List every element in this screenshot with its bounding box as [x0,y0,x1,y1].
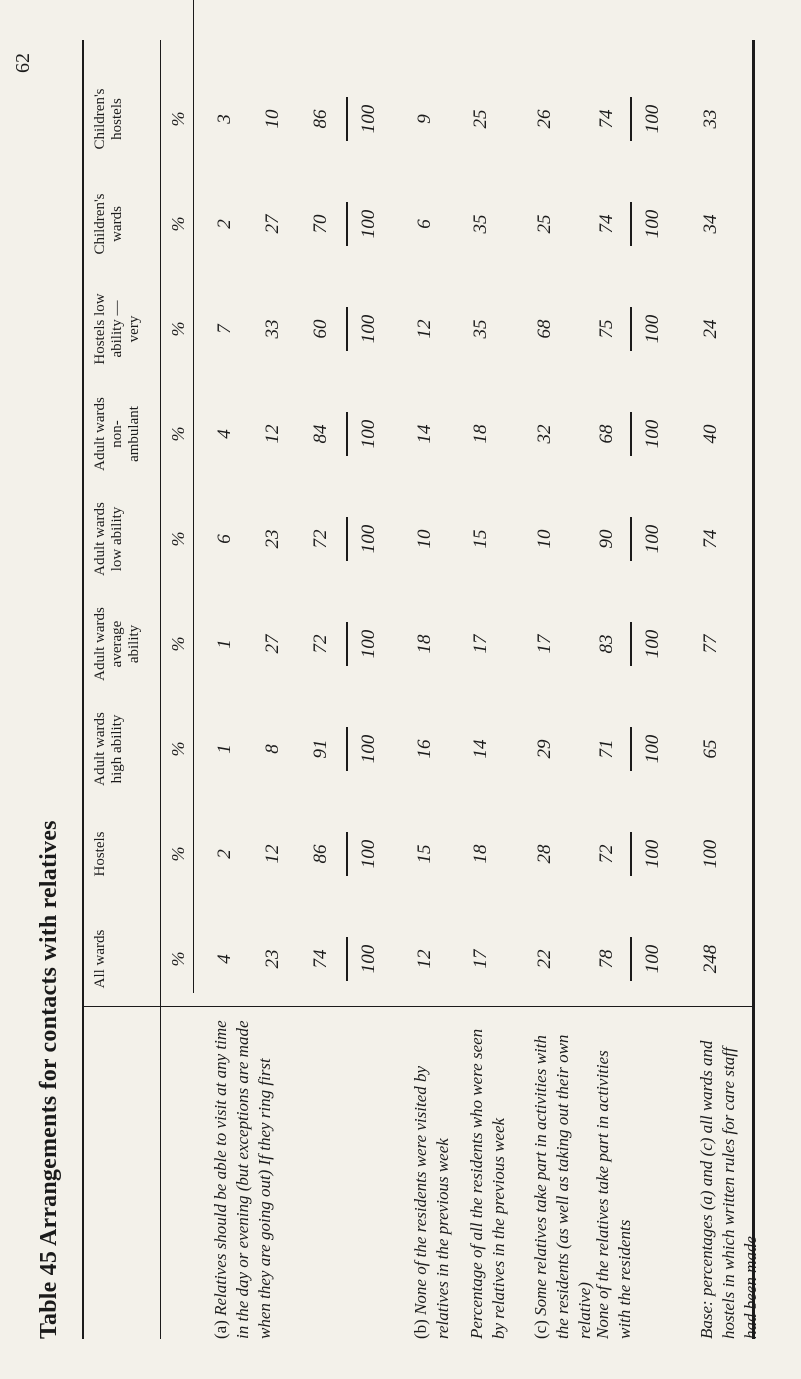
table-cell: 83 [596,634,617,654]
row-label-marker: (c) [531,1315,550,1339]
table-cell: 71 [596,739,617,759]
table-cell: 100 [358,629,379,659]
table-cell: 35 [470,319,491,339]
table-cell: 12 [414,949,435,969]
table-cell: 17 [470,949,491,969]
table-cell: 34 [700,214,721,234]
table-cell: 10 [414,529,435,549]
total-rule [630,832,632,876]
table-cell: 100 [358,734,379,764]
header-rule [160,40,161,1339]
column-divider [84,1006,752,1007]
table-cell: 75 [596,319,617,339]
table-title: Table 45 Arrangements for contacts with relatives [36,820,62,1339]
page-number: 62 [12,53,34,73]
row-label [466,1019,510,1339]
table-cell: 100 [642,734,663,764]
table-cell: 6 [214,534,235,544]
row-label-text: Percentage of all the residents who were seen by relatives in the previous week [467,1028,508,1339]
row-label-text: None of the residents were visited by relatives in the previous week [411,1065,452,1339]
row-label [410,1019,454,1339]
table-cell: 74 [596,214,617,234]
table-cell: 100 [358,314,379,344]
table-cell: 9 [414,114,435,124]
table-cell: 3 [214,114,235,124]
table-cell: 33 [700,109,721,129]
row-label [696,1019,762,1339]
table-cell: 68 [534,319,555,339]
percent-underline [193,0,194,993]
table-cell: 17 [534,634,555,654]
total-rule [346,937,348,981]
total-rule [346,832,348,876]
table-cell: 100 [642,524,663,554]
table-cell: 91 [310,739,331,759]
total-rule [346,727,348,771]
table-cell: 100 [358,839,379,869]
row-label-text: Some relatives take part in activities with the residents (as well as taking out their own relative) [531,1034,594,1339]
table-cell: 23 [262,949,283,969]
table-cell: 84 [310,424,331,444]
table-cell: 12 [262,844,283,864]
column-header: Children's hostels [92,88,125,150]
table-cell: 248 [700,944,721,974]
table-cell: 72 [310,634,331,654]
table-cell: 100 [700,839,721,869]
column-header: Hostels [92,831,108,877]
table-cell: 14 [414,424,435,444]
total-rule [630,412,632,456]
table-cell: 86 [310,109,331,129]
table-cell: 65 [700,739,721,759]
table-cell: 27 [262,214,283,234]
table-cell: 15 [414,844,435,864]
table-cell: 7 [214,324,235,334]
table-cell: 100 [642,104,663,134]
percent-sign: % [168,426,188,442]
table-cell: 18 [414,634,435,654]
percent-sign: % [168,321,188,337]
table-cell: 17 [470,634,491,654]
table-cell: 35 [470,214,491,234]
table-cell: 12 [414,319,435,339]
table-cell: 100 [642,209,663,239]
table-cell: 74 [596,109,617,129]
table-cell: 72 [596,844,617,864]
table-cell: 27 [262,634,283,654]
percent-sign: % [168,951,188,967]
table-cell: 1 [214,639,235,649]
table-cell: 29 [534,739,555,759]
table-cell: 18 [470,424,491,444]
table-cell: 25 [470,109,491,129]
table-cell: 60 [310,319,331,339]
table-cell: 100 [642,419,663,449]
table-cell: 77 [700,634,721,654]
row-label [210,1019,276,1339]
percent-sign: % [168,846,188,862]
total-rule [346,202,348,246]
total-rule [630,727,632,771]
table-cell: 12 [262,424,283,444]
table-cell: 4 [214,954,235,964]
table-cell: 86 [310,844,331,864]
table-cell: 100 [642,839,663,869]
table-cell: 90 [596,529,617,549]
total-rule [630,307,632,351]
table-cell: 72 [310,529,331,549]
row-label-text: Relatives should be able to visit at any time in the day or evening (but exceptions are made when they are going out) If they ring first [211,1020,274,1339]
table-cell: 14 [470,739,491,759]
table-cell: 10 [534,529,555,549]
table-cell: 25 [534,214,555,234]
table-cell: 6 [414,219,435,229]
table-cell: 100 [358,944,379,974]
total-rule [630,517,632,561]
column-header: Children's wards [92,193,125,255]
total-rule [346,517,348,561]
table-cell: 26 [534,109,555,129]
table-cell: 100 [358,209,379,239]
total-rule [346,307,348,351]
table-cell: 2 [214,849,235,859]
table-cell: 28 [534,844,555,864]
total-rule [630,937,632,981]
table-cell: 100 [642,314,663,344]
table-cell: 24 [700,319,721,339]
row-label-marker: (a) [211,1315,230,1339]
total-rule [630,97,632,141]
table-cell: 15 [470,529,491,549]
table-cell: 8 [262,744,283,754]
percent-sign: % [168,636,188,652]
column-header: Adult wards non-ambulant [92,397,142,471]
table-cell: 100 [358,104,379,134]
total-rule [346,97,348,141]
total-rule [346,412,348,456]
table-cell: 68 [596,424,617,444]
table-cell: 70 [310,214,331,234]
table-cell: 74 [700,529,721,549]
percent-sign: % [168,111,188,127]
table-cell: 10 [262,109,283,129]
table-cell: 16 [414,739,435,759]
table-cell: 2 [214,219,235,229]
column-header: Adult wards high ability [92,712,125,786]
row-label-text: Base: percentages (a) and (c) all wards and hostels in which written rules for care staff had been made [697,1040,760,1339]
table-cell: 1 [214,744,235,754]
table-cell: 100 [358,419,379,449]
table-top-rule [82,40,84,1339]
column-header: Adult wards average ability [92,607,142,681]
table-cell: 18 [470,844,491,864]
table-cell: 100 [642,629,663,659]
table-cell: 100 [358,524,379,554]
percent-sign: % [168,216,188,232]
total-rule [630,622,632,666]
row-label [530,1019,596,1339]
row-label-marker: (b) [411,1314,430,1339]
table-cell: 32 [534,424,555,444]
table-cell: 33 [262,319,283,339]
table-cell: 22 [534,949,555,969]
total-rule [630,202,632,246]
total-rule [346,622,348,666]
row-label [592,1019,636,1339]
table-cell: 78 [596,949,617,969]
column-header: Hostels low ability —very [92,293,142,365]
table-cell: 74 [310,949,331,969]
table-cell: 23 [262,529,283,549]
percent-sign: % [168,531,188,547]
column-header: Adult wards low ability [92,502,125,576]
table-cell: 40 [700,424,721,444]
percent-sign: % [168,741,188,757]
row-label-text: None of the relatives take part in activities with the residents [593,1050,634,1339]
column-header: All wards [92,929,108,989]
table-cell: 100 [642,944,663,974]
table-cell: 4 [214,429,235,439]
